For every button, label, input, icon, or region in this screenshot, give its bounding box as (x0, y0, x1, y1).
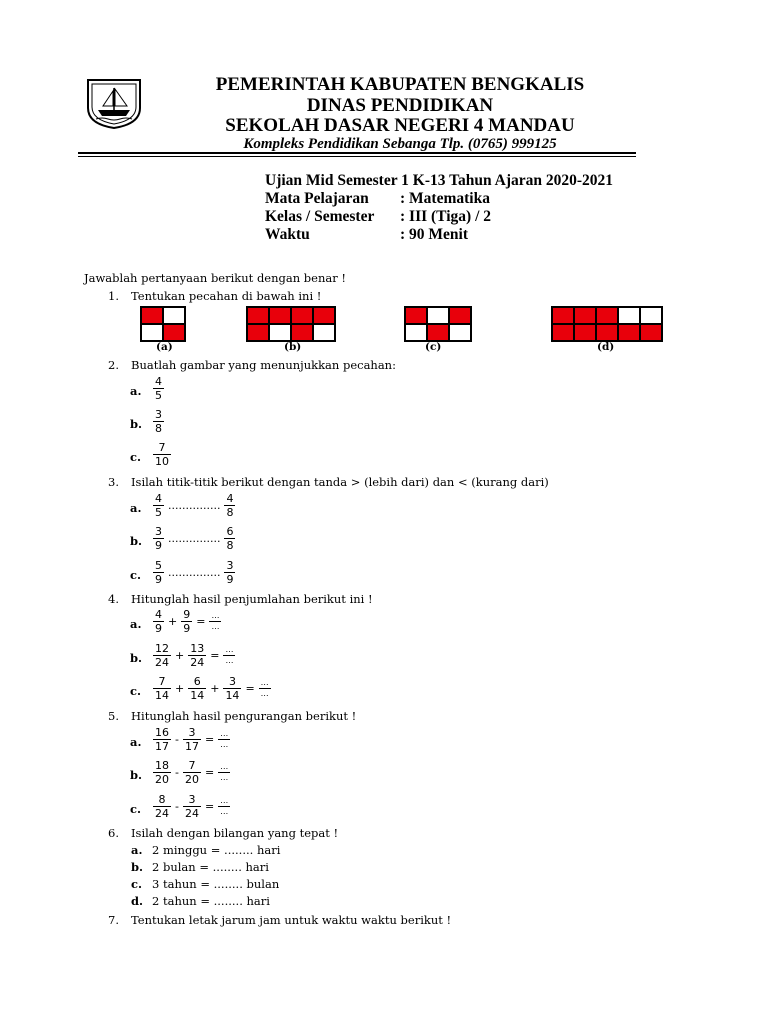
equals-sign: = (204, 800, 215, 813)
grid-cell-shaded (427, 324, 449, 341)
denominator: 17 (184, 740, 199, 753)
grid-cell-empty (618, 307, 640, 324)
grid-cell-empty (449, 324, 471, 341)
numerator: 6 (193, 675, 201, 688)
q5-item-b-expression (152, 759, 231, 786)
q6-item-a-text[interactable]: 2 minggu = ........ hari (152, 843, 281, 857)
time-label: Waktu (265, 226, 310, 243)
minus-sign: - (175, 766, 179, 779)
grid-cell-shaded (552, 324, 574, 341)
plus-sign: + (210, 682, 220, 695)
q4-item-b-expression (152, 642, 236, 669)
header-rule-thick (78, 152, 636, 154)
fraction-grid-a (140, 306, 186, 342)
grid-caption-b: (b) (284, 341, 302, 353)
denominator: 24 (155, 807, 169, 820)
q6-item-c-text[interactable]: 3 tahun = ........ bulan (152, 877, 280, 891)
denominator: 10 (155, 455, 169, 468)
plus-sign: + (175, 649, 185, 662)
grid-cell-shaded (269, 307, 291, 324)
denominator: 20 (184, 773, 199, 786)
q3-item-letter: a. (130, 501, 142, 515)
q5-text: Hitunglah hasil pengurangan berikut ! (131, 709, 357, 723)
answer-blank[interactable]: $\frac{\dots}{\dots}$ (260, 678, 269, 698)
numerator: 3 (188, 793, 196, 806)
subject-value: : Matematika (400, 190, 490, 207)
denominator: 14 (190, 689, 205, 702)
grid-cell-empty (640, 307, 662, 324)
equals-sign: = (204, 733, 215, 746)
q2-item-b-fraction (152, 408, 165, 435)
denominator: 17 (155, 740, 169, 753)
numerator: 7 (188, 759, 196, 772)
q4-item-letter: b. (130, 651, 143, 665)
grid-cell-shaded (313, 307, 335, 324)
q2-item-c-fraction (152, 441, 172, 468)
denominator: 9 (155, 573, 162, 586)
header-rule-thin (78, 156, 636, 157)
denominator: 9 (226, 573, 234, 586)
grid-caption-a: (a) (156, 341, 173, 353)
plus-sign: + (175, 682, 185, 695)
denominator: 24 (155, 656, 169, 669)
grid-cell-shaded (449, 307, 471, 324)
grid-cell-shaded (596, 307, 618, 324)
q6-item-letter: d. (131, 894, 144, 908)
numerator: 18 (155, 759, 169, 772)
subject-label: Mata Pelajaran (265, 190, 369, 207)
q6-number: 6. (108, 826, 119, 840)
q5-item-c-expression (152, 793, 231, 820)
q4-item-letter: c. (130, 684, 142, 698)
q2-item-letter: c. (130, 450, 142, 464)
denominator: 9 (155, 539, 162, 552)
numerator: 8 (158, 793, 166, 806)
answer-blank[interactable]: $\frac{\dots}{\dots}$ (211, 611, 220, 631)
numerator: 7 (158, 441, 166, 454)
answer-blank[interactable]: $\frac{\dots}{\dots}$ (220, 729, 229, 749)
numerator: 4 (155, 608, 162, 621)
denominator: 9 (183, 622, 191, 635)
answer-blank[interactable]: $\frac{\dots}{\dots}$ (220, 762, 229, 782)
q1-number: 1. (108, 289, 119, 303)
denominator: 5 (155, 506, 162, 519)
header-school: SEKOLAH DASAR NEGERI 4 MANDAU (225, 115, 575, 136)
answer-blank[interactable]: ............... (168, 566, 221, 579)
answer-blank[interactable]: $\frac{\dots}{\dots}$ (225, 645, 234, 665)
q5-item-letter: c. (130, 802, 142, 816)
minus-sign: - (175, 800, 179, 813)
grid-cell-shaded (163, 324, 185, 341)
q2-text: Buatlah gambar yang menunjukkan pecahan: (131, 358, 396, 372)
q2-number: 2. (108, 358, 119, 372)
q4-item-c-expression (152, 675, 272, 702)
grid-cell-shaded (247, 307, 269, 324)
q5-item-letter: a. (130, 735, 142, 749)
numerator: 16 (155, 726, 169, 739)
grid-caption-d: (d) (597, 341, 615, 353)
header-department: DINAS PENDIDIKAN (306, 95, 494, 116)
q6-item-b-text[interactable]: 2 bulan = ........ hari (152, 860, 269, 874)
grid-cell-shaded (596, 324, 618, 341)
fraction-grid-d (551, 306, 663, 342)
q3-item-c-expression (152, 559, 236, 586)
q6-item-letter: a. (131, 843, 143, 857)
q5-item-a-expression (152, 726, 231, 753)
exam-title: Ujian Mid Semester 1 K-13 Tahun Ajaran 2020-2021 (265, 172, 614, 189)
numerator: 12 (155, 642, 169, 655)
grid-cell-shaded (405, 307, 427, 324)
denominator: 5 (155, 389, 162, 402)
numerator: 4 (155, 375, 162, 388)
q6-item-d-text[interactable]: 2 tahun = ........ hari (152, 894, 270, 908)
denominator: 24 (190, 656, 205, 669)
fraction-grid-c (404, 306, 472, 342)
grid-cell-shaded (618, 324, 640, 341)
q2-item-a-fraction (152, 375, 165, 402)
equals-sign: = (210, 649, 220, 662)
q1-text: Tentukan pecahan di bawah ini ! (131, 289, 322, 303)
q6-item-letter: b. (131, 860, 144, 874)
denominator: 8 (226, 539, 234, 552)
denominator: 20 (155, 773, 169, 786)
instruction: Jawablah pertanyaan berikut dengan benar ! (84, 271, 346, 285)
grid-cell-shaded (574, 324, 596, 341)
denominator: 14 (225, 689, 240, 702)
q3-item-letter: c. (130, 568, 142, 582)
numerator: 13 (190, 642, 205, 655)
q7-number: 7. (108, 913, 119, 927)
grid-cell-empty (163, 307, 185, 324)
q6-text: Isilah dengan bilangan yang tepat ! (131, 826, 339, 840)
grid-cell-shaded (247, 324, 269, 341)
grid-caption-c: (c) (425, 341, 442, 353)
numerator: 3 (228, 675, 236, 688)
q6-item-letter: c. (131, 877, 143, 891)
grid-cell-empty (141, 324, 163, 341)
equals-sign: = (245, 682, 255, 695)
denominator: 9 (155, 622, 162, 635)
equals-sign: = (204, 766, 215, 779)
class-label: Kelas / Semester (265, 208, 375, 225)
denominator: 14 (155, 689, 169, 702)
header-address: Kompleks Pendidikan Sebanga Tlp. (0765) 999125 (243, 136, 557, 152)
grid-cell-shaded (574, 307, 596, 324)
numerator: 7 (158, 675, 166, 688)
minus-sign: - (175, 733, 179, 746)
numerator: 4 (226, 492, 234, 505)
denominator: 8 (226, 506, 234, 519)
numerator: 3 (226, 559, 234, 572)
numerator: 3 (155, 408, 162, 421)
answer-blank[interactable]: $\frac{\dots}{\dots}$ (220, 796, 229, 816)
q3-item-letter: b. (130, 534, 143, 548)
grid-cell-shaded (552, 307, 574, 324)
q3-text: Isilah titik-titik berikut dengan tanda > (lebih dari) dan < (kurang dari) (131, 475, 549, 489)
header-government: PEMERINTAH KABUPATEN BENGKALIS (215, 74, 585, 95)
time-value: : 90 Menit (400, 226, 469, 243)
numerator: 6 (226, 525, 234, 538)
numerator: 5 (155, 559, 162, 572)
numerator: 4 (155, 492, 162, 505)
answer-blank[interactable]: ............... (168, 532, 221, 545)
q4-number: 4. (108, 592, 119, 606)
answer-blank[interactable]: ............... (168, 499, 221, 512)
plus-sign: + (168, 615, 178, 628)
grid-cell-empty (405, 324, 427, 341)
q3-item-a-expression (152, 492, 236, 519)
q2-item-letter: b. (130, 417, 143, 431)
q5-item-letter: b. (130, 768, 143, 782)
numerator: 9 (183, 608, 191, 621)
numerator: 3 (188, 726, 196, 739)
fraction-grid-b (246, 306, 336, 342)
q4-text: Hitunglah hasil penjumlahan berikut ini ! (131, 592, 373, 606)
q4-item-letter: a. (130, 617, 142, 631)
q3-item-b-expression (152, 525, 236, 552)
grid-cell-shaded (640, 324, 662, 341)
school-logo (84, 74, 144, 130)
q7-text: Tentukan letak jarum jam untuk waktu waktu berikut ! (131, 913, 452, 927)
q4-item-a-expression (152, 608, 222, 635)
q5-number: 5. (108, 709, 119, 723)
grid-cell-shaded (291, 307, 313, 324)
grid-cell-empty (269, 324, 291, 341)
q3-number: 3. (108, 475, 119, 489)
grid-cell-empty (427, 307, 449, 324)
grid-cell-shaded (291, 324, 313, 341)
class-value: : III (Tiga) / 2 (400, 208, 492, 225)
denominator: 24 (184, 807, 199, 820)
grid-cell-empty (313, 324, 335, 341)
grid-cell-shaded (141, 307, 163, 324)
denominator: 8 (155, 422, 162, 435)
equals-sign: = (196, 615, 206, 628)
numerator: 3 (155, 525, 162, 538)
q2-item-letter: a. (130, 384, 142, 398)
